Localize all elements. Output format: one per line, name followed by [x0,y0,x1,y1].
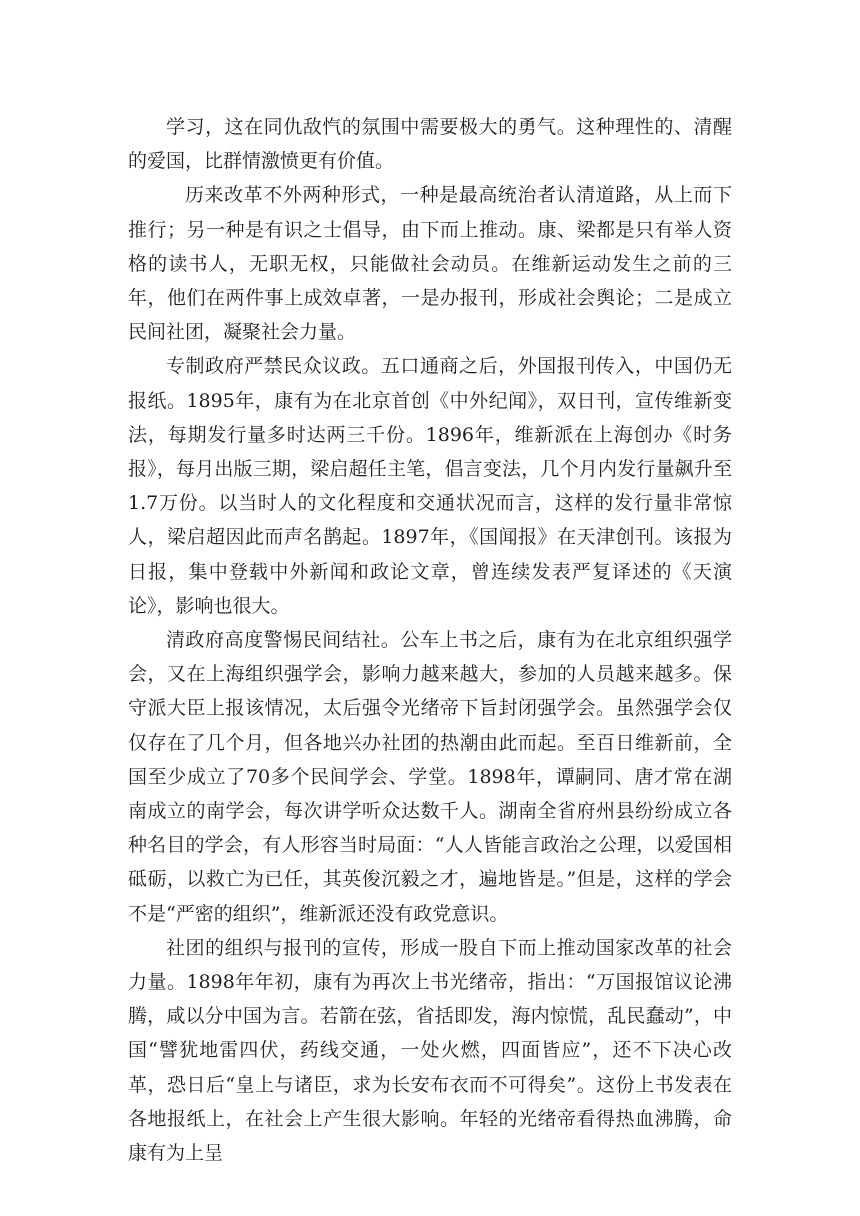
paragraph-2: 历来改革不外两种形式，一种是最高统治者认清道路，从上而下推行；另一种是有识之士倡导，由下而上推动。康、梁都是只有举人资格的读书人，无职无权，只能做社会动员。在维新运动发生之前的三年，他们在两件事上成效卓著，一是办报刊，形成社会舆论；二是成立民间社团，凝聚社会力量。 [128,184,732,344]
document-body [128,110,732,1170]
paragraph-4: 清政府高度警惕民间结社。公车上书之后，康有为在北京组织强学会，又在上海组织强学会，影响力越来越大，参加的人员越来越多。保守派大臣上报该情况，太后强令光绪帝下旨封闭强学会。虽然强学会仅仅存在了几个月，但各地兴办社团的热潮由此而起。至百日维新前，全国至少成立了70多个民间学会、学堂。1898年，谭嗣同、唐才常在湖南成立的南学会，每次讲学听众达数千人。湖南全省府州县纷纷成立各种名目的学会，有人形容当时局面：“人人皆能言政治之公理，以爱国相砥砺，以救亡为已任，其英俊沉毅之才，遍地皆是。”但是，这样的学会不是“严密的组织”，维新派还没有政党意识。 [128,629,732,925]
paragraph-1: 学习，这在同仇敌忾的氛围中需要极大的勇气。这种理性的、清醒的爱国，比群情激愤更有价值。 [128,116,732,173]
paragraph-3: 专制政府严禁民众议政。五口通商之后，外国报刊传入，中国仍无报纸。1895年，康有为在北京首创《中外纪闻》，双日刊，宣传维新变法，每期发行量多时达两三千份。1896年，维新派在上海创办《时务报》，每月出版三期，梁启超任主笔，倡言变法，几个月内发行量飙升至1.7万份。以当时人的文化程度和交通状况而言，这样的发行量非常惊人，梁启超因此而声名鹊起。1897年，《国闻报》在天津创刊。该报为日报，集中登载中外新闻和政论文章，曾连续发表严复译述的《天演论》，影响也很大。 [128,355,732,617]
paragraph-5: 社团的组织与报刊的宣传，形成一股自下而上推动国家改革的社会力量。1898年年初，康有为再次上书光绪帝，指出：“万国报馆议论沸腾，咸以分中国为言。若箭在弦，省括即发，海内惊慌，乱民蠢动”，中国“譬犹地雷四伏，药线交通，一处火燃，四面皆应”，还不下决心改革，恐日后“皇上与诸臣，求为长安布衣而不可得矣”。这份上书发表在各地报纸上，在社会上产生很大影响。年轻的光绪帝看得热血沸腾，命康有为上呈 [128,936,732,1165]
